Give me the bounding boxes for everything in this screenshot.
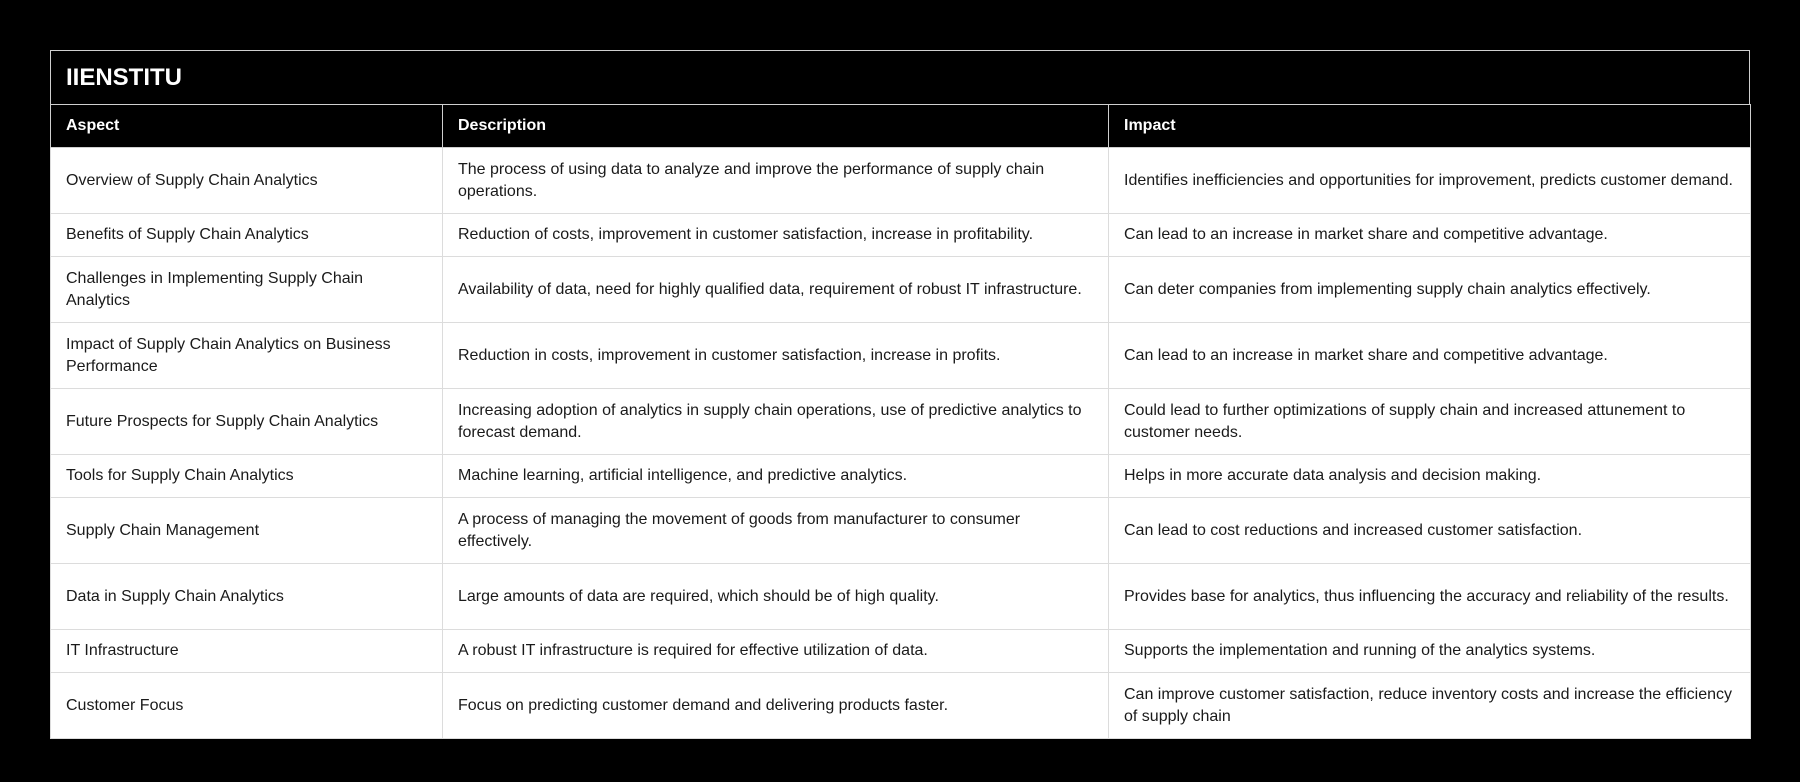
cell-impact: Can lead to cost reductions and increased customer satisfaction. xyxy=(1109,498,1751,564)
cell-aspect: IT Infrastructure xyxy=(51,630,443,673)
column-header-aspect: Aspect xyxy=(51,105,443,148)
cell-description: Increasing adoption of analytics in supply chain operations, use of predictive analytics to forecast demand. xyxy=(443,389,1109,455)
cell-impact: Can improve customer satisfaction, reduce inventory costs and increase the efficiency of supply chain xyxy=(1109,673,1751,739)
cell-description: Reduction of costs, improvement in customer satisfaction, increase in profitability. xyxy=(443,214,1109,257)
column-header-description: Description xyxy=(443,105,1109,148)
data-table xyxy=(50,104,1751,739)
cell-aspect: Challenges in Implementing Supply Chain Analytics xyxy=(51,257,443,323)
cell-aspect: Overview of Supply Chain Analytics xyxy=(51,148,443,214)
column-header-impact: Impact xyxy=(1109,105,1751,148)
table-row xyxy=(51,564,1751,630)
cell-impact: Provides base for analytics, thus influencing the accuracy and reliability of the results. xyxy=(1109,564,1751,630)
table-row xyxy=(51,630,1751,673)
cell-description: Large amounts of data are required, which should be of high quality. xyxy=(443,564,1109,630)
cell-description: Reduction in costs, improvement in customer satisfaction, increase in profits. xyxy=(443,323,1109,389)
cell-aspect: Supply Chain Management xyxy=(51,498,443,564)
cell-description: Availability of data, need for highly qualified data, requirement of robust IT infrastructure. xyxy=(443,257,1109,323)
cell-aspect: Future Prospects for Supply Chain Analytics xyxy=(51,389,443,455)
cell-impact: Can lead to an increase in market share and competitive advantage. xyxy=(1109,323,1751,389)
cell-description: The process of using data to analyze and improve the performance of supply chain operations. xyxy=(443,148,1109,214)
table-row xyxy=(51,389,1751,455)
cell-impact: Could lead to further optimizations of supply chain and increased attunement to customer needs. xyxy=(1109,389,1751,455)
table-row xyxy=(51,498,1751,564)
cell-impact: Can lead to an increase in market share and competitive advantage. xyxy=(1109,214,1751,257)
cell-aspect: Data in Supply Chain Analytics xyxy=(51,564,443,630)
cell-aspect: Customer Focus xyxy=(51,673,443,739)
cell-description: A process of managing the movement of goods from manufacturer to consumer effectively. xyxy=(443,498,1109,564)
table-container xyxy=(50,50,1750,739)
table-row xyxy=(51,323,1751,389)
table-row xyxy=(51,455,1751,498)
cell-description: Machine learning, artificial intelligence, and predictive analytics. xyxy=(443,455,1109,498)
cell-impact: Helps in more accurate data analysis and decision making. xyxy=(1109,455,1751,498)
cell-aspect: Benefits of Supply Chain Analytics xyxy=(51,214,443,257)
cell-description: Focus on predicting customer demand and delivering products faster. xyxy=(443,673,1109,739)
cell-aspect: Impact of Supply Chain Analytics on Business Performance xyxy=(51,323,443,389)
cell-impact: Can deter companies from implementing supply chain analytics effectively. xyxy=(1109,257,1751,323)
table-row xyxy=(51,257,1751,323)
header-row xyxy=(51,105,1751,148)
cell-description: A robust IT infrastructure is required for effective utilization of data. xyxy=(443,630,1109,673)
table-title: IIENSTITU xyxy=(50,50,1750,104)
cell-impact: Identifies inefficiencies and opportunities for improvement, predicts customer demand. xyxy=(1109,148,1751,214)
cell-aspect: Tools for Supply Chain Analytics xyxy=(51,455,443,498)
cell-impact: Supports the implementation and running of the analytics systems. xyxy=(1109,630,1751,673)
table-row xyxy=(51,214,1751,257)
table-row xyxy=(51,673,1751,739)
table-row xyxy=(51,148,1751,214)
